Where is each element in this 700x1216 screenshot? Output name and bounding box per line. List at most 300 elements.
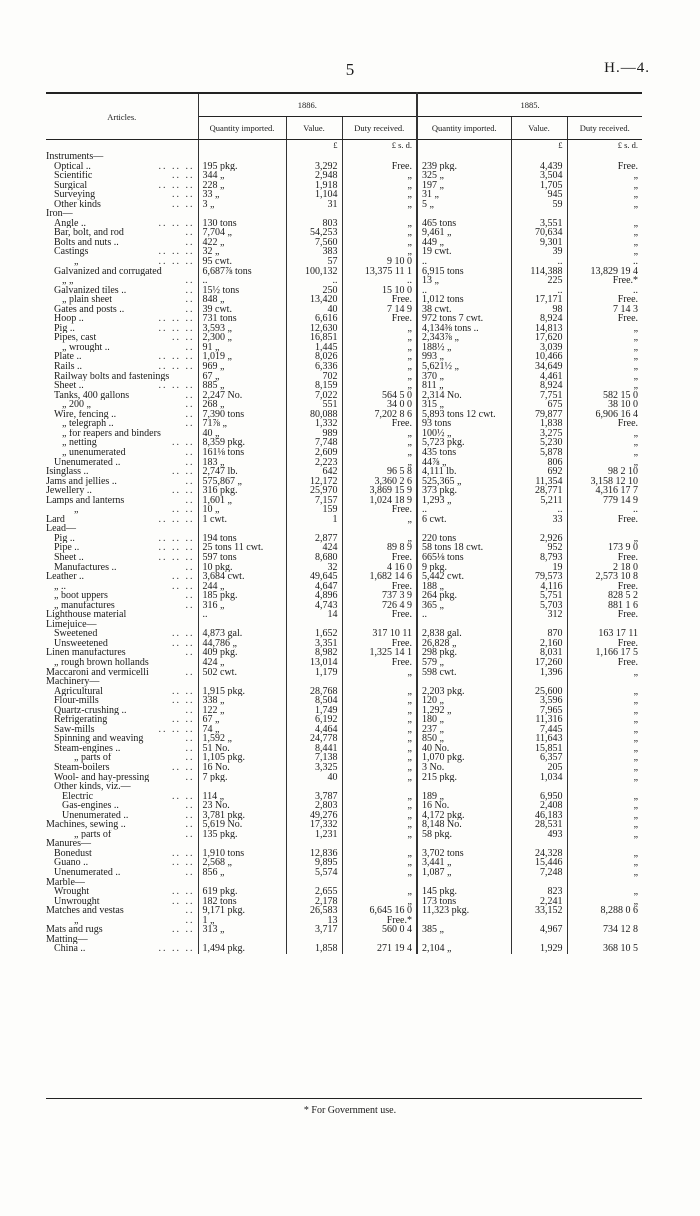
value-1886: 57 — [286, 257, 342, 267]
value-1885: 15,851 — [511, 744, 567, 754]
quantity-1885 — [417, 935, 511, 945]
duty-1885: 3,158 12 10 — [590, 476, 639, 487]
quantity-1885: 5,442 cwt. — [417, 572, 511, 582]
quantity-1886: 135 pkg. — [198, 830, 286, 840]
duty-1885 — [567, 935, 642, 945]
duty-1886: 1,325 14 1 — [342, 648, 417, 658]
article-name: „ — [74, 257, 79, 267]
value-1886: 80,088 — [286, 410, 342, 420]
value-1885: 59 — [511, 200, 567, 210]
quantity-1886: 33 „ — [198, 190, 286, 200]
value-1886: 3,292 — [286, 162, 342, 172]
table-row — [46, 276, 642, 286]
article-cell — [46, 687, 198, 697]
value-1886: 40 — [286, 773, 342, 783]
value-1886: 1,445 — [286, 343, 342, 353]
value-1886: 2,609 — [286, 448, 342, 458]
article-name: Hoop .. — [54, 314, 84, 324]
article-name: Gas-engines .. — [62, 801, 119, 811]
quantity-1885: 298 pkg. — [417, 648, 511, 658]
quantity-1885: 315 „ — [417, 400, 511, 410]
duty-1886: „ — [342, 715, 417, 725]
duty-1885: .. — [633, 285, 639, 296]
leader-dots: .. — [185, 801, 195, 811]
quantity-1886: 313 „ — [198, 925, 286, 935]
duty-1886: „ — [342, 706, 417, 716]
duty-1885: 828 5 2 — [608, 591, 639, 601]
leader-dots: .. — [185, 304, 195, 315]
quantity-1885: 4,111 lb. — [417, 467, 511, 477]
value-1885: 870 — [511, 629, 567, 639]
article-name: Manures— — [46, 839, 91, 849]
article-cell — [46, 171, 198, 181]
value-1886: 9,895 — [286, 858, 342, 868]
page-number: 5 — [345, 60, 355, 79]
quantity-1886: 244 „ — [198, 582, 286, 592]
value-1885: 5,751 — [511, 591, 567, 601]
value-1885: 7,248 — [511, 868, 567, 878]
table-row — [46, 429, 642, 439]
currency-symbols-1885: £ s. d. — [617, 140, 639, 151]
leader-dots: .. .. .. — [158, 352, 195, 363]
value-1885 — [511, 916, 567, 926]
value-1885 — [511, 620, 567, 630]
duty-1885: „ — [633, 848, 639, 859]
quantity-1885: 5,621½ „ — [417, 362, 511, 372]
quantity-1886: 502 cwt. — [198, 668, 286, 678]
value-1885 — [511, 152, 567, 162]
leader-dots: .. — [185, 419, 195, 429]
quantity-1886: 161⅛ tons — [198, 448, 286, 458]
duty-1886 — [342, 878, 417, 888]
value-1886: 3,717 — [286, 925, 342, 935]
article-name: Galvanized and corrugated — [54, 266, 162, 277]
quantity-1886 — [198, 677, 286, 687]
article-name: Manufactures .. — [54, 562, 117, 573]
duty-1885: 1,166 17 5 — [595, 648, 639, 658]
value-1885: 11,643 — [511, 734, 567, 744]
value-1886: 13,014 — [286, 658, 342, 668]
quantity-1885: 5,893 tons 12 cwt. — [417, 410, 511, 420]
article-name: Mats and rugs — [46, 925, 103, 935]
duty-1886: Free.* — [342, 916, 417, 926]
quantity-1886: 67 „ — [198, 372, 286, 382]
value-1886: 383 — [286, 247, 342, 257]
leader-dots: .. — [185, 476, 195, 487]
quantity-1886: 3,781 pkg. — [198, 811, 286, 821]
leader-dots: .. — [185, 342, 195, 353]
table-row — [46, 687, 642, 697]
table-row — [46, 734, 642, 744]
leader-dots: .. .. .. — [158, 323, 195, 334]
table-row — [46, 267, 642, 277]
quantity-1886: 122 „ — [198, 706, 286, 716]
value-1885: 2,926 — [511, 534, 567, 544]
article-cell — [46, 935, 198, 945]
quantity-1885: 215 pkg. — [417, 773, 511, 783]
duty-1886 — [342, 677, 417, 687]
article-cell — [46, 314, 198, 324]
article-name: Wire, fencing .. — [54, 409, 117, 420]
pound-symbol-1885: £ — [511, 140, 567, 153]
article-name: Sweetened — [54, 629, 98, 639]
quantity-1885: 38 cwt. — [417, 305, 511, 315]
value-1885: 25,600 — [511, 687, 567, 697]
quantity-1886: 856 „ — [198, 868, 286, 878]
value-1885: 14,813 — [511, 324, 567, 334]
article-name: Pig .. — [54, 323, 75, 334]
article-cell — [46, 715, 198, 725]
article-cell — [46, 181, 198, 191]
quantity-1885: 435 tons — [417, 448, 511, 458]
duty-1886: Free. — [342, 505, 417, 515]
quantity-1886 — [198, 839, 286, 849]
value-1885: 1,929 — [511, 944, 567, 954]
table-row — [46, 209, 642, 219]
article-cell — [46, 381, 198, 391]
value-1886 — [286, 209, 342, 219]
article-cell — [46, 467, 198, 477]
value-1886: 49,645 — [286, 572, 342, 582]
leader-dots: .. .. — [172, 171, 195, 181]
leader-dots: .. — [185, 915, 195, 926]
quantity-1885: 2,838 gal. — [417, 629, 511, 639]
table-row — [46, 477, 642, 487]
quantity-1885: 9,461 „ — [417, 228, 511, 238]
quantity-1886: 91 „ — [198, 343, 286, 353]
value-1886: 1,918 — [286, 181, 342, 191]
article-name: Matches and vestas — [46, 906, 124, 916]
duty-1886: „ — [342, 849, 417, 859]
article-cell — [46, 477, 198, 487]
duty-1885: „ — [633, 228, 639, 238]
leader-dots: .. — [185, 906, 195, 916]
duty-1886: 9 10 0 — [342, 257, 417, 267]
quantity-1886: 51 No. — [198, 744, 286, 754]
article-name: Flour-mills — [54, 696, 99, 706]
duty-1885: „ — [633, 868, 639, 878]
quantity-1885: .. — [417, 505, 511, 515]
duty-1886: 1,024 18 9 — [342, 496, 417, 506]
article-name: Steam-boilers — [54, 763, 110, 773]
quantity-1886: 39 cwt. — [198, 305, 286, 315]
value-1886: 6,336 — [286, 362, 342, 372]
duty-1885: Free. — [617, 638, 639, 649]
article-cell — [46, 706, 198, 716]
quantity-1886: 409 pkg. — [198, 648, 286, 658]
leader-dots: .. .. — [172, 715, 195, 725]
duty-1885: „ — [633, 333, 639, 343]
article-cell — [46, 324, 198, 334]
table-row — [46, 152, 642, 162]
article-cell — [46, 438, 198, 448]
value-1886: 26,583 — [286, 906, 342, 916]
duty-1885: „ — [633, 371, 639, 382]
value-1886: 1,652 — [286, 629, 342, 639]
duty-1885: „ — [633, 362, 639, 372]
leader-dots: .. .. .. — [158, 543, 195, 553]
quantity-1885: 2,343⅞ „ — [417, 333, 511, 343]
value-1885: 1,034 — [511, 773, 567, 783]
duty-1886: 317 10 11 — [342, 629, 417, 639]
duty-1886 — [342, 839, 417, 849]
article-name: Refrigerating — [54, 715, 108, 725]
value-1885: 952 — [511, 543, 567, 553]
quantity-1886: 1 „ — [198, 916, 286, 926]
quantity-1886: 2,247 No. — [198, 391, 286, 401]
quantity-1885: 93 tons — [417, 419, 511, 429]
table-row — [46, 486, 642, 496]
table-row — [46, 295, 642, 305]
value-1886: 12,836 — [286, 849, 342, 859]
article-name: „ for reapers and binders — [62, 428, 161, 439]
quantity-1886: 1,910 tons — [198, 849, 286, 859]
duty-1886: 271 19 4 — [342, 944, 417, 954]
duty-1886: „ — [342, 773, 417, 783]
value-1885: 34,649 — [511, 362, 567, 372]
value-1886: 8,680 — [286, 553, 342, 563]
article-cell — [46, 419, 198, 429]
article-cell — [46, 763, 198, 773]
quantity-1886 — [198, 878, 286, 888]
quantity-1885 — [417, 782, 511, 792]
table-row — [46, 944, 642, 954]
quantity-1886: 16 No. — [198, 763, 286, 773]
value-1885: 3,551 — [511, 219, 567, 229]
duty-1885: „ — [633, 858, 639, 869]
duty-1886: „ — [342, 190, 417, 200]
quantity-1885: 44⅞ „ — [417, 458, 511, 468]
article-name: „ — [74, 915, 79, 926]
quantity-1885: 3 No. — [417, 763, 511, 773]
footnote: * For Government use. — [303, 1105, 397, 1116]
duty-1886: „ — [342, 887, 417, 897]
article-cell — [46, 209, 198, 219]
duty-1885: „ — [633, 447, 639, 458]
table-row — [46, 620, 642, 630]
duty-1886: „ — [342, 725, 417, 735]
duty-1885: „ — [633, 381, 639, 391]
table-row — [46, 238, 642, 248]
duty-1885: Free. — [617, 295, 639, 305]
article-cell — [46, 629, 198, 639]
quantity-1885: 598 cwt. — [417, 668, 511, 678]
quantity-1885: 665⅛ tons — [417, 553, 511, 563]
article-cell — [46, 582, 198, 592]
value-1886: 14 — [286, 610, 342, 620]
duty-1885: 881 1 6 — [608, 600, 639, 611]
article-name: Bar, bolt, and rod — [54, 228, 124, 238]
table-row — [46, 448, 642, 458]
leader-dots: .. .. — [172, 505, 195, 515]
quantity-1885: 188 „ — [417, 582, 511, 592]
value-1885: 7,751 — [511, 391, 567, 401]
quantity-1886: 619 pkg. — [198, 887, 286, 897]
quantity-1885: 3,702 tons — [417, 849, 511, 859]
article-cell — [46, 658, 198, 668]
duty-1885: Free.* — [612, 276, 639, 286]
year-1885-header: 1885. — [417, 93, 642, 117]
article-name: Bolts and nuts .. — [54, 237, 119, 248]
quantity-1886: 1,592 „ — [198, 734, 286, 744]
quantity-1886: 3,593 „ — [198, 324, 286, 334]
article-cell — [46, 305, 198, 315]
leader-dots: .. .. — [172, 629, 195, 639]
article-cell — [46, 496, 198, 506]
leader-dots: .. — [185, 743, 195, 754]
article-cell — [46, 276, 198, 286]
value-1885: 2,408 — [511, 801, 567, 811]
value-1886: 28,768 — [286, 687, 342, 697]
quantity-1885: 19 cwt. — [417, 247, 511, 257]
table-row — [46, 324, 642, 334]
table-row — [46, 543, 642, 553]
duty-1885: „ — [633, 743, 639, 754]
article-name: Unenumerated .. — [54, 457, 121, 468]
duty-1886: „ — [342, 333, 417, 343]
article-cell — [46, 553, 198, 563]
article-name: Other kinds — [54, 199, 101, 210]
article-cell — [46, 801, 198, 811]
leader-dots: .. .. — [172, 333, 195, 343]
leader-dots: .. — [185, 276, 195, 286]
quantity-1885 — [417, 524, 511, 534]
article-cell — [46, 448, 198, 458]
quantity-1886: 71⅞ „ — [198, 419, 286, 429]
table-row — [46, 925, 642, 935]
quantity-1885: 993 „ — [417, 352, 511, 362]
value-1886: .. — [286, 276, 342, 286]
table-row — [46, 563, 642, 573]
table-row — [46, 782, 642, 792]
quantity-1886: 316 pkg. — [198, 486, 286, 496]
value-1885: 15,446 — [511, 858, 567, 868]
leader-dots: .. .. .. — [158, 314, 195, 324]
duty-1885 — [567, 677, 642, 687]
quantity-1885 — [417, 839, 511, 849]
quantity-header-1885: Quantity imported. — [417, 117, 511, 140]
duty-1885: „ — [633, 533, 639, 544]
table-row — [46, 648, 642, 658]
quantity-1885: 2,104 „ — [417, 944, 511, 954]
article-name: „ .. — [54, 581, 66, 592]
leader-dots: .. — [185, 648, 195, 658]
value-1886: 13,420 — [286, 295, 342, 305]
duty-1886: „ — [342, 515, 417, 525]
value-1886: 2,178 — [286, 897, 342, 907]
quantity-1886: 1,105 pkg. — [198, 753, 286, 763]
quantity-1886: 182 tons — [198, 897, 286, 907]
quantity-1886: 1,019 „ — [198, 352, 286, 362]
document-reference: H.—4. — [604, 60, 650, 76]
table-row — [46, 391, 642, 401]
table-row — [46, 410, 642, 420]
duty-1885: 38 10 0 — [608, 400, 639, 410]
quantity-1885: 850 „ — [417, 734, 511, 744]
quantity-1886: 183 „ — [198, 458, 286, 468]
duty-1885: 4,316 17 7 — [595, 486, 639, 496]
article-cell — [46, 906, 198, 916]
value-1886: 49,276 — [286, 811, 342, 821]
article-name: Unsweetened — [54, 638, 108, 649]
duty-header-1886: Duty received. — [342, 117, 417, 140]
leader-dots: .. — [185, 285, 195, 296]
leader-dots: .. .. — [172, 848, 195, 859]
article-name: Spinning and weaving — [54, 734, 144, 744]
article-name: Iron— — [46, 209, 73, 219]
quantity-1886: 316 „ — [198, 601, 286, 611]
quantity-1885: 237 „ — [417, 725, 511, 735]
value-1886: 17,332 — [286, 820, 342, 830]
article-cell — [46, 944, 198, 954]
quantity-1885: 173 tons — [417, 897, 511, 907]
article-name: Matting— — [46, 934, 88, 945]
value-1885: 493 — [511, 830, 567, 840]
duty-1886: „ — [342, 744, 417, 754]
article-name: Lighthouse material — [46, 610, 127, 620]
table-row — [46, 228, 642, 238]
value-1885: 79,573 — [511, 572, 567, 582]
duty-1886: 89 8 9 — [342, 543, 417, 553]
leader-dots: .. .. .. — [158, 180, 195, 191]
article-cell — [46, 429, 198, 439]
duty-1885: 734 12 8 — [603, 925, 639, 935]
quantity-1885: .. — [417, 257, 511, 267]
table-row — [46, 372, 642, 382]
duty-1885: 7 14 3 — [613, 304, 639, 315]
duty-1886 — [342, 935, 417, 945]
quantity-1886: 338 „ — [198, 696, 286, 706]
table-row — [46, 677, 642, 687]
leader-dots: .. — [185, 667, 195, 678]
value-1886: 24,778 — [286, 734, 342, 744]
table-row — [46, 658, 642, 668]
quantity-1885: 972 tons 7 cwt. — [417, 314, 511, 324]
quantity-1885: 4,172 pkg. — [417, 811, 511, 821]
value-1885: 33,152 — [511, 906, 567, 916]
value-1886: 16,851 — [286, 333, 342, 343]
article-name: Wool- and hay-pressing — [54, 772, 150, 783]
duty-1886: „ — [342, 830, 417, 840]
article-name: „ rough brown hollands — [54, 657, 149, 668]
duty-1886: Free. — [342, 610, 417, 620]
duty-1885: „ — [633, 180, 639, 191]
table-row — [46, 744, 642, 754]
duty-1886: 726 4 9 — [342, 601, 417, 611]
value-1885: 8,924 — [511, 314, 567, 324]
duty-1885 — [567, 878, 642, 888]
value-1885 — [511, 878, 567, 888]
duty-1885: „ — [633, 715, 639, 725]
table-row — [46, 190, 642, 200]
value-1886: 803 — [286, 219, 342, 229]
value-1886: 250 — [286, 286, 342, 296]
quantity-1886: 67 „ — [198, 715, 286, 725]
value-1885 — [511, 839, 567, 849]
value-1885: 4,967 — [511, 925, 567, 935]
articles-header: Articles. — [46, 93, 198, 140]
table-row — [46, 505, 642, 515]
value-1885: 3,039 — [511, 343, 567, 353]
duty-1886: Free. — [342, 295, 417, 305]
quantity-1886: 2,300 „ — [198, 333, 286, 343]
duty-1886: „ — [342, 238, 417, 248]
quantity-1886: 885 „ — [198, 381, 286, 391]
quantity-1886: 575,867 „ — [198, 477, 286, 487]
value-1886: 6,192 — [286, 715, 342, 725]
table-row — [46, 839, 642, 849]
quantity-1886: 228 „ — [198, 181, 286, 191]
